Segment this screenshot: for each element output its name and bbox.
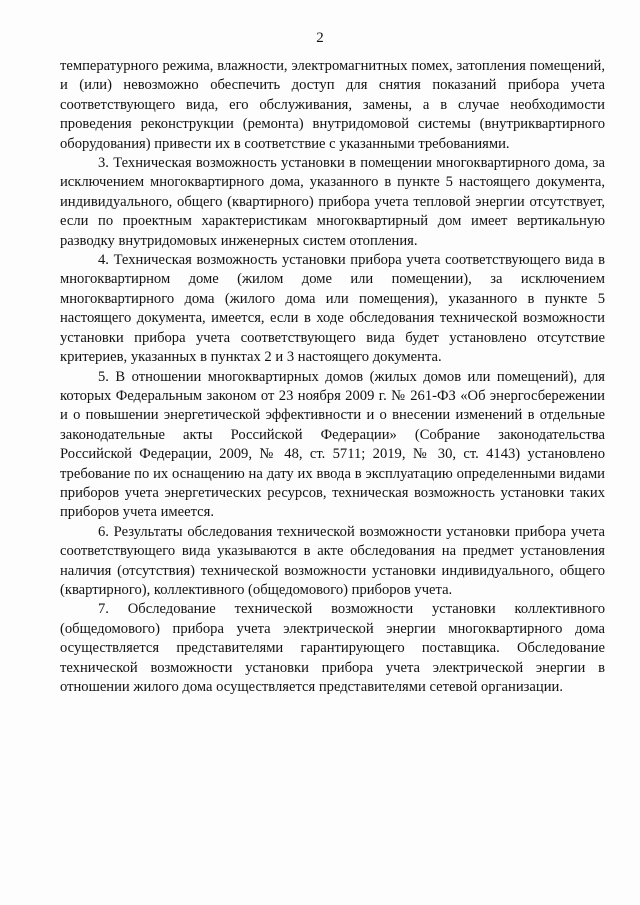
- page-number: 2: [316, 30, 324, 46]
- paragraph-item-7: 7. Обследование технической возможности установки коллективного (общедомового) прибора учета электрической энергии многоквартирного дома осуществляется представителями гарантирующего поставщика. Обследование технической возможности установки прибора учета электрической энергии в отношении жилого дома осуществляется представителями сетевой организации.: [60, 601, 605, 695]
- paragraph-continuation: температурного режима, влажности, электромагнитных помех, затопления помещений, и (или) невозможно обеспечить доступ для снятия показаний прибора учета соответствующего вида, его обслуживания, замены, а в случае необходимости проведения реконструкции (ремонта) внутридомовой системы (внутриквартирного оборудования) привести их в соответствие с указанными требованиями.: [60, 58, 605, 152]
- document-body: [60, 57, 605, 697]
- paragraph-item-5: 5. В отношении многоквартирных домов (жилых домов или помещений), для которых Федеральным законом от 23 ноября 2009 г. № 261-ФЗ «Об энергосбережении и о повышении энергетической эффективности и о внесении изменений в отдельные законодательные акты Российской Федерации» (Собрание законодательства Российской Федерации, 2009, № 48, ст. 5711; 2019, № 30, ст. 4143) установлено требование по их оснащению на дату их ввода в эксплуатацию определенными видами приборов учета энергетических ресурсов, техническая возможность установки таких приборов учета имеется.: [60, 368, 605, 521]
- paragraph-item-4: 4. Техническая возможность установки прибора учета соответствующего вида в многоквартирном доме (жилом доме или помещении), за исключением многоквартирного дома (жилого дома или помещения), указанного в пункте 5 настоящего документа, имеется, если в ходе обследования технической возможности установки прибора учета соответствующего вида будет установлено отсутствие критериев, указанных в пунктах 2 и 3 настоящего документа.: [60, 252, 605, 366]
- paragraph-item-3: 3. Техническая возможность установки в помещении многоквартирного дома, за исключением многоквартирного дома, указанного в пункте 5 настоящего документа, индивидуального, общего (квартирного) прибора учета тепловой энергии отсутствует, если по проектным характеристикам многоквартирный дом имеет вертикальную разводку внутридомовых инженерных систем отопления.: [60, 155, 605, 249]
- paragraph-item-6: 6. Результаты обследования технической возможности установки прибора учета соответствующего вида указываются в акте обследования на предмет установления наличия (отсутствия) технической возможности установки индивидуального, общего (квартирного), коллективного (общедомового) приборов учета.: [60, 523, 605, 598]
